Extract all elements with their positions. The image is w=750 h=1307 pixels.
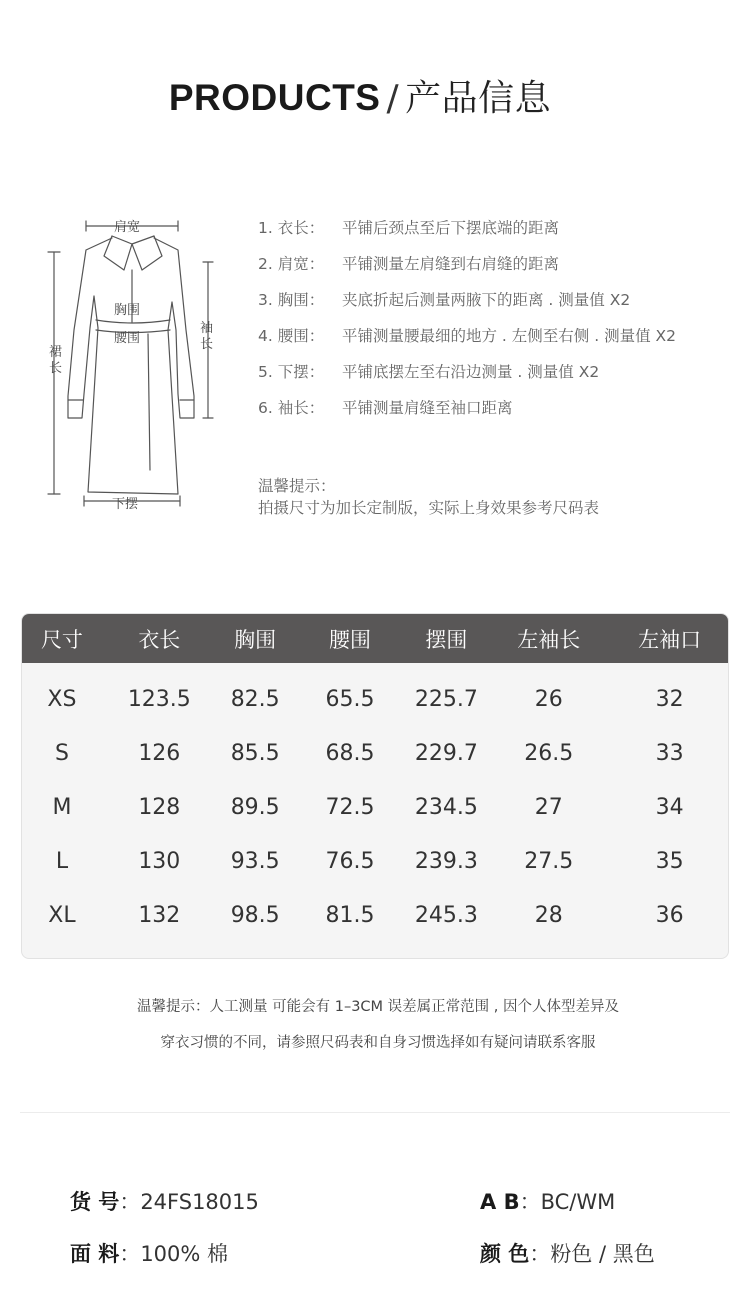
tip-text: 拍摄尺寸为加长定制版，实际上身效果参考尺码表 (258, 499, 600, 517)
table-row (22, 888, 728, 942)
table-cell: 98.5 (230, 902, 280, 928)
table-cell: 128 (138, 794, 181, 820)
item-number-label: 货 号 (70, 1190, 120, 1214)
table-cell: 72.5 (325, 794, 375, 820)
ab-class: A B：BC/WM (480, 1190, 616, 1214)
table-cell: 89.5 (230, 794, 280, 820)
measure-label: 1. 衣长： (258, 219, 325, 237)
size-note-line2: 穿衣习惯的不同，请参照尺码表和自身习惯选择如有疑问请联系客服 (160, 1035, 596, 1051)
label-chest: 胸围 (114, 303, 141, 318)
photo-tip (258, 475, 599, 519)
ab-label: A B (480, 1190, 520, 1214)
table-cell: XL (48, 902, 76, 928)
page-title (0, 70, 720, 121)
measure-label: 6. 袖长： (258, 399, 325, 417)
dress-measurement-diagram (28, 210, 228, 520)
table-row (22, 780, 728, 834)
material-label: 面 料 (70, 1242, 120, 1266)
color-value: 粉色 / 黑色 (550, 1242, 655, 1266)
table-cell: XS (47, 686, 77, 712)
measure-label: 4. 腰围： (258, 327, 325, 345)
header-cell: 左袖口 (638, 627, 702, 652)
measure-label: 5. 下摆： (258, 363, 325, 381)
table-cell: 32 (655, 686, 684, 712)
table-header (22, 614, 728, 663)
table-cell: 81.5 (325, 902, 375, 928)
label-sleeve-1: 袖 (200, 321, 214, 336)
table-row (22, 834, 728, 888)
table-row (22, 726, 728, 780)
table-cell: 123.5 (127, 686, 191, 712)
table-cell: 234.5 (414, 794, 478, 820)
table-cell: 27 (534, 794, 563, 820)
table-cell: S (54, 740, 69, 766)
header-cell: 摆围 (425, 627, 468, 652)
table-cell: 27.5 (524, 848, 574, 874)
header-cell: 腰围 (329, 627, 372, 652)
measure-item (258, 214, 738, 250)
measure-desc: 平铺测量肩缝至袖口距离 (342, 399, 513, 417)
measurement-guide (258, 214, 738, 430)
color: 颜 色：粉色 / 黑色 (480, 1242, 655, 1266)
table-cell: 68.5 (325, 740, 375, 766)
table-cell: 126 (138, 740, 181, 766)
title-english: PRODUCTS (168, 77, 381, 118)
item-number: 货 号：24FS18015 (70, 1190, 259, 1214)
label-sleeve-2: 长 (200, 337, 214, 352)
table-cell: 132 (138, 902, 181, 928)
title-separator: / (386, 78, 400, 119)
measure-desc: 夹底折起后测量两腋下的距离 . 测量值 X2 (342, 291, 631, 309)
color-label: 颜 色 (480, 1242, 530, 1266)
section-divider (20, 1112, 730, 1113)
measure-desc: 平铺测量左肩缝到右肩缝的距离 (342, 255, 560, 273)
tip-title: 温馨提示： (258, 477, 336, 495)
measure-item (258, 286, 738, 322)
table-row (22, 672, 728, 726)
measure-desc: 平铺后颈点至后下摆底端的距离 (342, 219, 560, 237)
table-cell: 82.5 (230, 686, 280, 712)
table-cell: 76.5 (325, 848, 375, 874)
size-note-line1: 温馨提示：人工测量 可能会有 1–3CM 误差属正常范围 , 因个人体型差异及 (137, 999, 619, 1015)
measure-label: 2. 肩宽： (258, 255, 325, 273)
header-cell: 衣长 (138, 627, 181, 652)
label-waist: 腰围 (114, 331, 141, 346)
label-hem: 下摆 (112, 497, 139, 512)
table-cell: 26 (534, 686, 563, 712)
header-cell: 胸围 (234, 627, 277, 652)
table-cell: 28 (534, 902, 563, 928)
item-number-value: 24FS18015 (140, 1190, 259, 1214)
label-length-2: 长 (49, 361, 63, 376)
label-shoulder: 肩宽 (114, 220, 141, 235)
table-cell: M (52, 794, 72, 820)
measure-item (258, 250, 738, 286)
material-value: 100% 棉 (140, 1242, 229, 1266)
table-cell: 93.5 (230, 848, 280, 874)
table-cell: 85.5 (230, 740, 280, 766)
measure-item (258, 322, 738, 358)
label-length-1: 裙 (49, 345, 63, 360)
header-cell: 尺寸 (40, 627, 83, 652)
measure-desc: 平铺测量腰最细的地方 . 左侧至右侧 . 测量值 X2 (342, 327, 676, 345)
table-cell: 130 (138, 848, 181, 874)
header-cell: 左袖长 (517, 627, 581, 652)
ab-value: BC/WM (540, 1190, 616, 1214)
measure-desc: 平铺底摆左至右沿边测量 . 测量值 X2 (342, 363, 600, 381)
table-cell: 36 (655, 902, 684, 928)
table-cell: 239.3 (414, 848, 478, 874)
table-cell: 245.3 (414, 902, 478, 928)
measure-label: 3. 胸围： (258, 291, 325, 309)
table-cell: L (55, 848, 69, 874)
material: 面 料：100% 棉 (70, 1242, 229, 1266)
size-table (21, 613, 729, 959)
title-chinese: 产品信息 (405, 78, 552, 119)
table-cell: 65.5 (325, 686, 375, 712)
measure-item (258, 358, 738, 394)
table-cell: 26.5 (524, 740, 574, 766)
table-cell: 34 (655, 794, 684, 820)
table-cell: 35 (655, 848, 684, 874)
measure-item (258, 394, 738, 430)
table-cell: 229.7 (414, 740, 478, 766)
table-cell: 33 (655, 740, 684, 766)
table-cell: 225.7 (414, 686, 478, 712)
